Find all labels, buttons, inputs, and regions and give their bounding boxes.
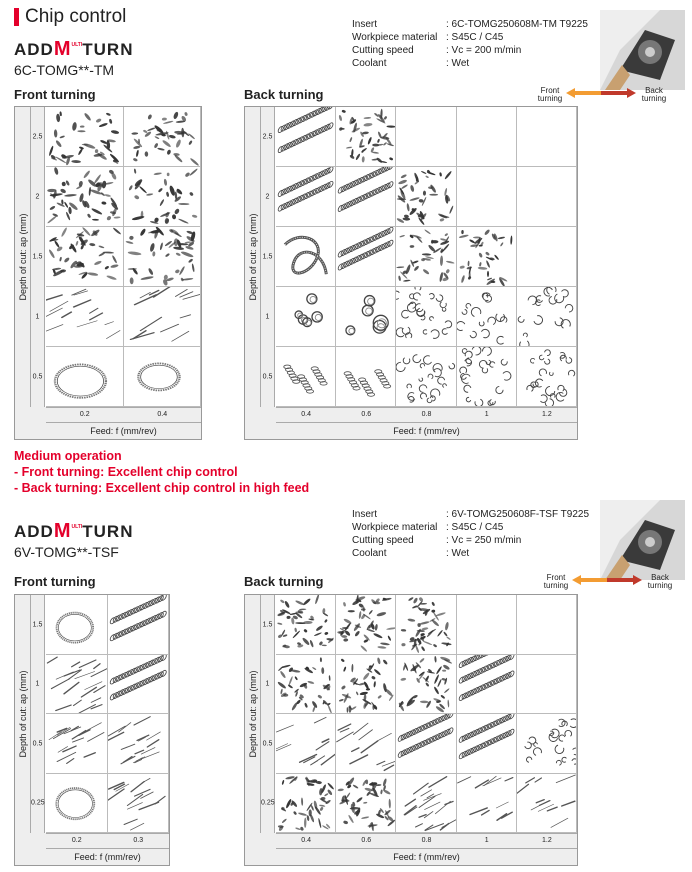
x-axis-label: Feed: f (mm/rev) (46, 423, 201, 439)
chip-sample-image (457, 287, 517, 347)
x-tick-label: 0.3 (133, 837, 144, 844)
spec-table (352, 18, 588, 70)
note-line: - Back turning: Excellent chip control in high feed (14, 481, 310, 495)
x-tick-label: 0.4 (301, 837, 311, 844)
y-axis-label-text: Depth of cut: ap (mm) (247, 213, 258, 301)
chip-sample-image (457, 714, 517, 774)
chip-sample-image (108, 655, 170, 715)
x-tick-label: 0.4 (301, 411, 311, 418)
y-tick-label: 0.5 (32, 373, 43, 381)
chip-sample-image (276, 774, 336, 834)
x-ticks (276, 833, 577, 849)
chip-sample-image (336, 107, 396, 167)
spec-row (352, 57, 588, 70)
chip-sample-image (336, 595, 396, 655)
y-axis-label-text: Depth of cut: ap (mm) (17, 670, 28, 758)
chip-sample-image (276, 714, 336, 774)
spec-value: : Wet (446, 58, 470, 69)
spec-key: Cutting speed (352, 45, 414, 56)
chip-sample-image (336, 774, 396, 834)
page-title-text: Chip control (25, 6, 127, 27)
spec-key: Coolant (352, 548, 387, 559)
spec-row (352, 521, 589, 534)
y-tick-label: 2 (35, 193, 40, 201)
front-direction-label: Front turning (537, 86, 563, 103)
x-tick-label: 0.6 (361, 837, 372, 844)
chip-cells (46, 595, 169, 833)
empty-cell (457, 107, 517, 167)
title-marker (14, 8, 19, 26)
chip-sample-image (457, 774, 517, 834)
empty-cell (517, 227, 577, 287)
spec-value: : Vc = 200 m/min (446, 45, 522, 56)
spec-row (352, 44, 588, 57)
chip-sample-image (124, 167, 202, 227)
y-tick-label: 0.5 (262, 740, 273, 748)
chip-cells (276, 595, 577, 833)
grid-corner (15, 407, 46, 439)
grid-corner (245, 833, 276, 865)
chip-sample-image (396, 774, 456, 834)
y-tick-label: 0.25 (31, 799, 45, 807)
y-tick-label: 1 (265, 680, 270, 688)
y-ticks (31, 595, 45, 833)
chip-sample-image (457, 655, 517, 715)
y-ticks (261, 107, 275, 407)
insert-tool-image (600, 500, 685, 580)
x-tick-label: 1.2 (542, 411, 552, 418)
y-axis-label-text: Depth of cut: ap (mm) (247, 670, 258, 758)
y-tick-label: 1.5 (32, 253, 43, 261)
chip-sample-image (46, 287, 124, 347)
chip-sample-image (396, 287, 456, 347)
spec-row (352, 547, 589, 560)
y-tick-label: 0.25 (261, 799, 275, 807)
chip-sample-image (396, 714, 456, 774)
chip-sample-image (108, 595, 170, 655)
direction-indicator (538, 574, 678, 596)
x-tick-label: 0.8 (421, 837, 432, 844)
chip-sample-image (336, 714, 396, 774)
front-turning-label: Front turning (14, 87, 96, 102)
chip-sample-image (457, 227, 517, 287)
note-line: Medium operation (14, 449, 122, 463)
chip-sample-image (396, 347, 456, 407)
x-axis-label: Feed: f (mm/rev) (276, 849, 577, 865)
spec-value: : 6V-TOMG250608F-TSF T9225 (446, 509, 590, 520)
chip-sample-image (517, 714, 577, 774)
back-grid-2 (244, 594, 578, 866)
empty-cell (457, 167, 517, 227)
y-tick-label: 1.5 (262, 253, 273, 261)
spec-key: Coolant (352, 58, 387, 69)
spec-row (352, 31, 588, 44)
x-tick-label: 0.6 (361, 411, 372, 418)
chip-sample-image (46, 774, 108, 834)
empty-cell (396, 107, 456, 167)
y-tick-label: 1 (265, 313, 270, 321)
spec-row (352, 508, 589, 521)
spec-table (352, 508, 589, 560)
chip-cells (276, 107, 577, 407)
chip-sample-image (336, 167, 396, 227)
chip-sample-image (396, 227, 456, 287)
chip-sample-image (276, 595, 336, 655)
chip-sample-image (457, 347, 517, 407)
spec-row (352, 534, 589, 547)
y-tick-label: 2 (265, 193, 270, 201)
chip-sample-image (276, 107, 336, 167)
spec-value: : S45C / C45 (446, 522, 504, 533)
chip-sample-image (517, 287, 577, 347)
chip-sample-image (46, 347, 124, 407)
spec-key: Workpiece material (352, 32, 438, 43)
x-ticks (46, 407, 201, 423)
chip-sample-image (46, 655, 108, 715)
chip-cells (46, 107, 201, 407)
front-direction-label: Front turning (543, 573, 569, 590)
y-axis-label (245, 107, 261, 407)
empty-cell (517, 167, 577, 227)
chip-sample-image (46, 595, 108, 655)
x-tick-label: 0.2 (79, 411, 90, 418)
y-axis-label (15, 107, 31, 407)
chip-sample-image (336, 287, 396, 347)
chip-sample-image (276, 227, 336, 287)
y-tick-label: 2.5 (262, 133, 273, 141)
x-ticks (276, 407, 577, 423)
y-ticks (31, 107, 45, 407)
chip-sample-image (108, 774, 170, 834)
chip-sample-image (124, 347, 202, 407)
spec-row (352, 18, 588, 31)
spec-value: : 6C-TOMG250608M-TM T9225 (446, 19, 588, 30)
empty-cell (517, 107, 577, 167)
x-tick-label: 0.4 (157, 411, 168, 418)
chip-sample-image (46, 167, 124, 227)
spec-value: : S45C / C45 (446, 32, 504, 43)
spec-value: : Wet (446, 548, 470, 559)
x-axis-label: Feed: f (mm/rev) (276, 423, 577, 439)
chip-sample-image (124, 287, 202, 347)
addmturn-logo: $ADDM^{ULTI}TURN$ (14, 520, 134, 542)
chip-sample-image (336, 655, 396, 715)
y-tick-label: 0.5 (32, 740, 43, 748)
chip-sample-image (276, 287, 336, 347)
back-turning-label: Back turning (244, 87, 324, 102)
chip-sample-image (396, 595, 456, 655)
chip-sample-image (124, 107, 202, 167)
chip-sample-image (276, 167, 336, 227)
y-axis-label-text: Depth of cut: ap (mm) (17, 213, 28, 301)
grid-corner (245, 407, 276, 439)
chip-sample-image (276, 347, 336, 407)
x-tick-label: 0.2 (71, 837, 82, 844)
y-axis-label (15, 595, 31, 833)
chip-sample-image (276, 655, 336, 715)
direction-arrow-icon (566, 88, 636, 98)
y-axis-label (245, 595, 261, 833)
back-grid-1 (244, 106, 578, 440)
y-tick-label: 2.5 (32, 133, 43, 141)
chip-sample-image (336, 347, 396, 407)
front-turning-label: Front turning (14, 574, 96, 589)
model-name: 6V-TOMG**-TSF (14, 544, 119, 560)
chip-sample-image (517, 774, 577, 834)
y-ticks (261, 595, 275, 833)
empty-cell (457, 595, 517, 655)
chip-sample-image (46, 107, 124, 167)
chip-sample-image (396, 167, 456, 227)
x-tick-label: 0.8 (421, 411, 432, 418)
spec-key: Cutting speed (352, 535, 414, 546)
y-tick-label: 1 (35, 680, 40, 688)
back-turning-label: Back turning (244, 574, 324, 589)
direction-arrow-icon (572, 575, 642, 585)
spec-key: Insert (352, 509, 378, 520)
addmturn-logo: $ADDM^{ULTI}TURN$ (14, 38, 134, 60)
empty-cell (517, 595, 577, 655)
chip-sample-image (108, 714, 170, 774)
chip-sample-image (517, 347, 577, 407)
back-direction-label: Back turning (647, 573, 673, 590)
y-tick-label: 1.5 (262, 621, 273, 629)
y-tick-label: 0.5 (262, 373, 273, 381)
front-grid-1 (14, 106, 202, 440)
spec-key: Workpiece material (352, 522, 438, 533)
empty-cell (517, 655, 577, 715)
page-title (14, 6, 126, 28)
x-ticks (46, 833, 169, 849)
front-grid-2 (14, 594, 170, 866)
chip-sample-image (46, 714, 108, 774)
x-axis-label: Feed: f (mm/rev) (46, 849, 169, 865)
x-tick-label: 1 (484, 837, 489, 844)
chip-sample-image (336, 227, 396, 287)
model-name: 6C-TOMG**-TM (14, 62, 115, 78)
spec-value: : Vc = 250 m/min (446, 535, 522, 546)
operation-notes (14, 448, 309, 496)
grid-corner (15, 833, 46, 865)
note-line: - Front turning: Excellent chip control (14, 465, 238, 479)
x-tick-label: 1 (484, 411, 489, 418)
chip-sample-image (124, 227, 202, 287)
chip-sample-image (46, 227, 124, 287)
y-tick-label: 1.5 (32, 621, 43, 629)
x-tick-label: 1.2 (542, 837, 552, 844)
spec-key: Insert (352, 19, 378, 30)
chip-sample-image (396, 655, 456, 715)
y-tick-label: 1 (35, 313, 40, 321)
insert-tool-image (600, 10, 685, 90)
back-direction-label: Back turning (641, 86, 667, 103)
